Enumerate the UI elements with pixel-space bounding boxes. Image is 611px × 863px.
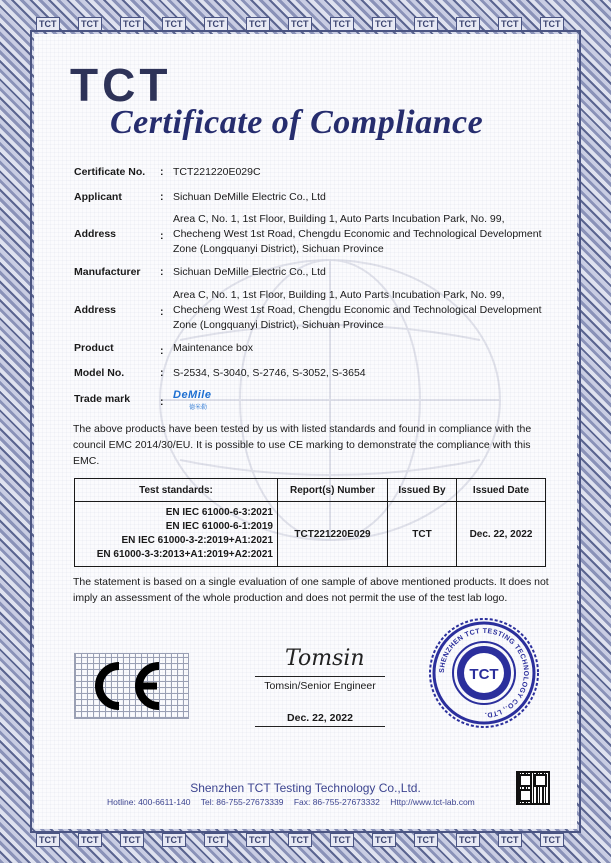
border-tct-mark: TCT <box>162 17 186 31</box>
border-tct-mark: TCT <box>456 17 480 31</box>
table-header-row <box>75 479 546 502</box>
field-value: Sichuan DeMille Electric Co., Ltd <box>173 191 326 203</box>
field-colon: : <box>160 396 164 408</box>
field-label: Applicant <box>74 191 122 203</box>
compliance-statement: The above products have been tested by us with listed standards and found in compliance with the council EMC 2014/30/EU. It is possible to use CE marking to demonstrate the compliance with this EMC. <box>73 423 532 467</box>
field-colon: : <box>160 191 164 203</box>
footer-tel: Tel: 86-755-27673339 <box>200 797 284 807</box>
border-tct-mark: TCT <box>288 17 312 31</box>
border-tct-mark: TCT <box>246 833 270 847</box>
ce-mark-box <box>74 653 189 719</box>
standard-item: EN 61000-3-3:2013+A1:2019+A2:2021 <box>96 549 273 560</box>
border-tct-mark: TCT <box>78 833 102 847</box>
field-colon: : <box>160 367 164 379</box>
standard-item: EN IEC 61000-3-2:2019+A1:2021 <box>121 535 273 546</box>
border-tct-mark: TCT <box>414 833 438 847</box>
field-value: S-2534, S-3040, S-2746, S-3052, S-3654 <box>173 367 366 379</box>
demile-logo <box>173 388 543 420</box>
signature-date: Dec. 22, 2022 <box>287 712 353 724</box>
field-label: Manufacturer <box>74 266 141 278</box>
table-header: Issued By <box>388 479 457 502</box>
field-colon: : <box>160 306 164 318</box>
field-value: Area C, No. 1, 1st Floor, Building 1, Auto Parts Incubation Park, No. 99, Checheng West 1st Road, Chengdu Economic and Technological Development Zone (Longquanyi District), Sichuan Province <box>173 213 542 255</box>
field-value: Maintenance box <box>173 342 253 354</box>
border-tct-mark: TCT <box>330 17 354 31</box>
footer-company: Shenzhen TCT Testing Technology Co.,Ltd. <box>190 781 421 795</box>
handwritten-signature: Tomsin <box>285 646 365 671</box>
field-value: TCT221220E029C <box>173 166 261 178</box>
field-label: Trade mark <box>74 393 131 405</box>
certificate-title: Certificate of Compliance <box>110 104 484 141</box>
standards-list <box>75 502 278 567</box>
table-row <box>75 502 546 567</box>
border-tct-mark: TCT <box>78 17 102 31</box>
seal-ring-text: SHENZHEN TCT TESTING TECHNOLOGY CO., LTD. <box>438 627 530 719</box>
border-tct-mark: TCT <box>372 17 396 31</box>
border-tct-mark: TCT <box>540 833 564 847</box>
demile-logo-subtext: 德米勒 <box>189 405 208 411</box>
border-tct-mark: TCT <box>540 17 564 31</box>
field-label: Certificate No. <box>74 166 146 178</box>
field-colon: : <box>160 166 164 178</box>
border-tct-mark: TCT <box>36 17 60 31</box>
border-tct-mark: TCT <box>120 17 144 31</box>
field-label: Product <box>74 342 114 354</box>
border-tct-mark: TCT <box>498 17 522 31</box>
field-colon: : <box>160 230 164 242</box>
field-label: Model No. <box>74 367 125 379</box>
standard-item: EN IEC 61000-6-1:2019 <box>165 521 273 532</box>
field-label: Address <box>74 304 117 316</box>
evaluation-statement: The statement is based on a single evaluation of one sample of above mentioned products. It does not imply an assessment of the whole production and does not permit the use of the test lab logo. <box>73 576 549 604</box>
issued-date: Dec. 22, 2022 <box>457 502 546 567</box>
border-tct-mark: TCT <box>162 833 186 847</box>
table-header: Report(s) Number <box>278 479 388 502</box>
field-value: Area C, No. 1, 1st Floor, Building 1, Auto Parts Incubation Park, No. 99, Checheng West 1st Road, Chengdu Economic and Technological Development Zone (Longquanyi District), Sichuan Province <box>173 289 542 331</box>
date-underline <box>255 726 385 727</box>
company-seal <box>428 617 540 729</box>
border-tct-mark: TCT <box>36 833 60 847</box>
border-tct-mark: TCT <box>288 833 312 847</box>
ce-mark-icon <box>75 654 188 718</box>
qr-code-icon <box>516 771 550 805</box>
border-tct-mark: TCT <box>246 17 270 31</box>
signer-title: Tomsin/Senior Engineer <box>264 680 376 692</box>
border-tct-mark: TCT <box>204 833 228 847</box>
field-colon: : <box>160 266 164 278</box>
border-tct-mark: TCT <box>204 17 228 31</box>
signature-line <box>255 676 385 677</box>
table-header: Issued Date <box>457 479 546 502</box>
table-header: Test standards: <box>75 479 278 502</box>
border-tct-mark: TCT <box>330 833 354 847</box>
border-tct-mark: TCT <box>414 17 438 31</box>
report-number: TCT221220E029 <box>278 502 388 567</box>
demile-logo-text: DeMile <box>173 389 212 401</box>
footer-fax: Fax: 86-755-27673332 <box>293 797 380 807</box>
field-label: Address <box>74 228 117 240</box>
border-tct-mark: TCT <box>498 833 522 847</box>
footer-hotline: Hotline: 400-6611-140 <box>107 797 191 807</box>
field-value: Sichuan DeMille Electric Co., Ltd <box>173 266 326 278</box>
issued-by: TCT <box>388 502 457 567</box>
seal-center-text: TCT <box>469 666 499 683</box>
footer-web: Http://www.tct-lab.com <box>390 797 475 807</box>
border-tct-mark: TCT <box>120 833 144 847</box>
standards-table <box>74 478 546 567</box>
border-tct-mark: TCT <box>372 833 396 847</box>
standard-item: EN IEC 61000-6-3:2021 <box>165 507 273 518</box>
border-tct-mark: TCT <box>456 833 480 847</box>
field-colon: : <box>160 345 164 357</box>
footer-contact <box>107 797 483 807</box>
tct-logo: TCT <box>70 59 172 111</box>
